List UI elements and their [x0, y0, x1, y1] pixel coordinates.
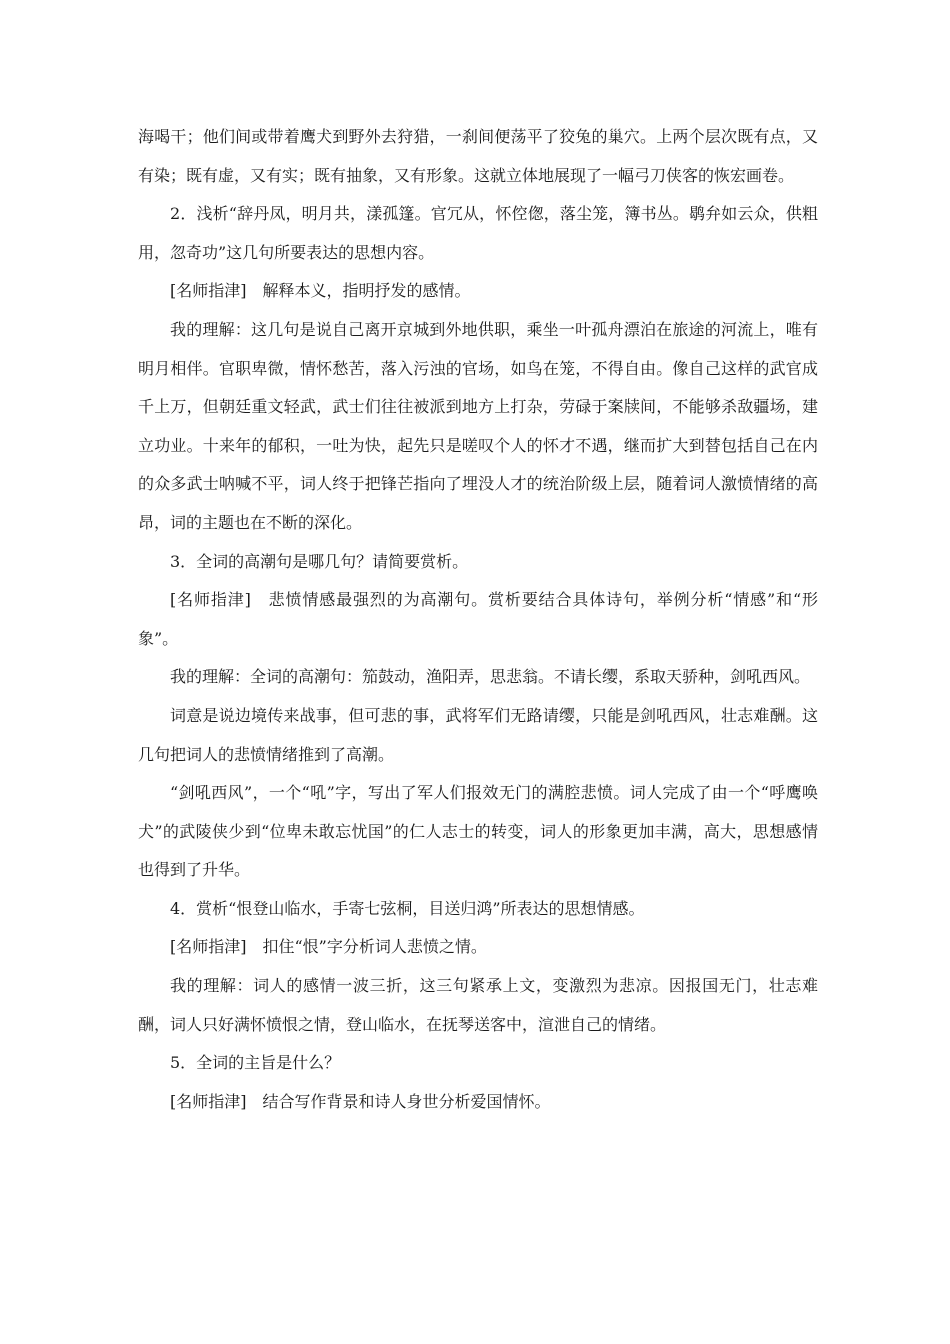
- answer-3: 我的理解：全词的高潮句：笳鼓动，渔阳弄，思悲翁。不请长缨，系取天骄种，剑吼西风。: [170, 667, 811, 687]
- answer-3-detail: 词意是说边境传来战事，但可悲的事，武将军们无路请缨，只能是剑吼西风，壮志难酬。这几句把词人的悲愤情绪推到了高潮。: [138, 705, 818, 764]
- hint-2: [名师指津] 解释本义，指明抒发的感情。: [170, 281, 471, 301]
- paragraph-continuation: 海喝干；他们间或带着鹰犬到野外去狩猎，一刹间便荡平了狡兔的巢穴。上两个层次既有点，又有染；既有虚，又有实；既有抽象，又有形象。这就立体地展现了一幅弓刀侠客的恢宏画卷。: [138, 127, 818, 185]
- answer-3-analysis: “剑吼西风”，一个“吼”字，写出了军人们报效无门的满腔悲愤。词人完成了由一个“呼鹰唤犬”的武陵侠少到“位卑未敢忘忧国”的仁人志士的转变，词人的形象更加丰满，高大，思想感情也得到了升华。: [138, 783, 818, 880]
- question-3: 3．全词的高潮句是哪几句？请简要赏析。: [170, 551, 469, 571]
- question-2: 2．浅析“辞丹凤，明月共，漾孤篷。官冗从，怀倥偬，落尘笼，簿书丛。鹖弁如云众，供粗用，忽奇功”这几句所要表达的思想内容。: [138, 204, 818, 262]
- question-4: 4．赏析“恨登山临水，手寄七弦桐，目送归鸿”所表达的思想情感。: [170, 898, 645, 918]
- answer-2: 我的理解：这几句是说自己离开京城到外地供职，乘坐一叶孤舟漂泊在旅途的河流上，唯有明月相伴。官职卑微，情怀愁苦，落入污浊的官场，如鸟在笼，不得自由。像自己这样的武官成千上万，但朝廷重文轻武，武士们往往被派到地方上打杂，劳碌于案牍间，不能够杀敌疆场，建立功业。十来年的郁积，一吐为快，起先只是嗟叹个人的怀才不遇，继而扩大到替包括自己在内的众多武士呐喊不平，词人终于把锋芒指向了埋没人才的统治阶级上层，随着词人激愤情绪的高昂，词的主题也在不断的深化。: [138, 319, 818, 532]
- answer-4: 我的理解：词人的感情一波三折，这三句紧承上文，变激烈为悲凉。因报国无门，壮志难酬，词人只好满怀愤恨之情，登山临水，在抚琴送客中，渲泄自己的情绪。: [138, 976, 818, 1034]
- document-body: [138, 118, 818, 1121]
- hint-3: [名师指津] 悲愤情感最强烈的为高潮句。赏析要结合具体诗句，举例分析“情感”和“形象”。: [138, 590, 818, 648]
- hint-5: [名师指津] 结合写作背景和诗人身世分析爱国情怀。: [170, 1091, 551, 1111]
- hint-4: [名师指津] 扣住“恨”字分析词人悲愤之情。: [170, 937, 487, 957]
- question-5: 5．全词的主旨是什么？: [170, 1053, 341, 1073]
